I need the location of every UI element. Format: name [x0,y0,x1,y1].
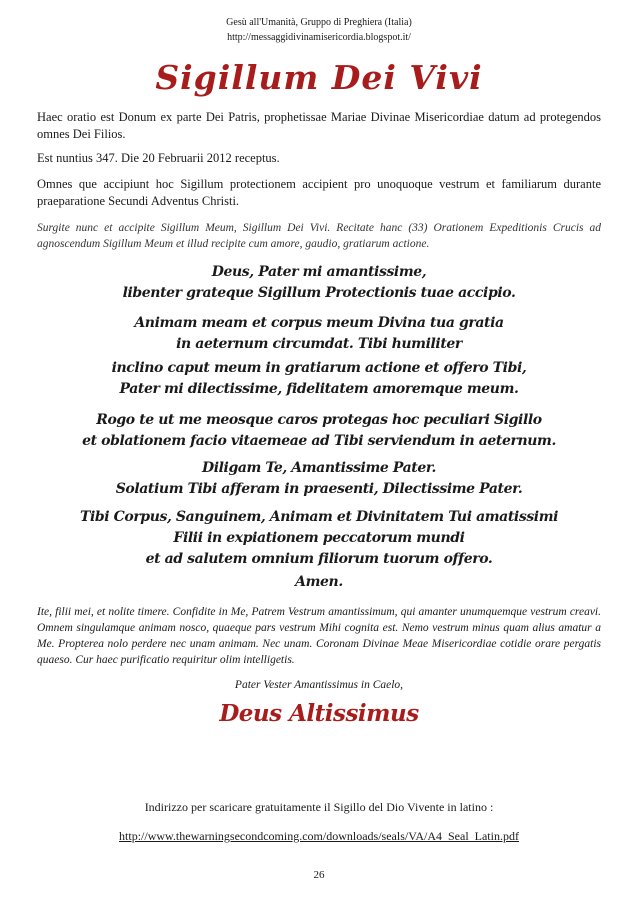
page-number: 26 [313,869,325,881]
prayer-line: et ad salutem omnium filiorum tuorum offero. [145,551,493,567]
download-link[interactable]: http://www.thewarningsecondcoming.com/downloads/seals/VA/A4_Seal_Latin.pdf [119,829,519,843]
prayer-line: in aeternum circumdat. Tibi humiliter [176,336,462,352]
prayer-line: Amen. [295,574,343,590]
prayer-stanza-2 [0,313,638,355]
closing-paragraph: Ite, filii mei, et nolite timere. Confidite in Me, Patrem Vestrum amantissimum, qui amanter unumquemque vestrum creavi. Omnem singulamque animam nosco, quaeque pars vestrum Mihi cognita est. Nemo vestrum minus quam alius amatur a Me. Propterea nolo perdere nec unam animam. Nec unam. Coronam Divinae Meae Misericordiae cotidie orare pergatis quaeso. Cur haec purificatio requiritur olim intelligetis. [37,606,601,666]
prayer-line: inclino caput meum in gratiarum actione et offero Tibi, [111,360,527,376]
prayer-stanza-5 [0,458,638,500]
header-blog-url: http://messaggidivinamisericordia.blogspot.it/ [227,32,411,43]
intro-paragraph-4: Surgite nunc et accipite Sigillum Meum, Sigillum Dei Vivi. Recitate hanc (33) Orationem Expeditionis Crucis ad agnoscendum Sigillum Meum et illud recipite cum amore, gaudio, gratiarum actione. [37,222,601,250]
prayer-line: Rogo te ut me meosque caros protegas hoc peculiari Sigillo [96,412,542,428]
header-group-name: Gesù all'Umanità, Gruppo di Preghiera (Italia) [226,17,412,28]
prayer-line: et oblationem facio vitaemeae ad Tibi serviendum in aeternum. [82,433,556,449]
intro-paragraph-2: Est nuntius 347. Die 20 Februarii 2012 receptus. [37,151,280,165]
signature-line: Pater Vester Amantissimus in Caelo, [234,679,404,691]
prayer-stanza-3 [0,358,638,400]
prayer-amen [0,572,638,593]
intro-paragraph-3: Omnes que accipiunt hoc Sigillum protectionem accipient pro unoquoque vestrum et familiarum durante praeparatione Secundi Adventus Christi. [37,177,601,208]
prayer-stanza-1 [0,262,638,304]
prayer-stanza-4 [0,410,638,452]
prayer-stanza-6 [0,507,638,570]
prayer-line: Tibi Corpus, Sanguinem, Animam et Divinitatem Tui amatissimi [79,509,559,525]
download-text: Indirizzo per scaricare gratuitamente il Sigillo del Dio Vivente in latino : [144,800,494,814]
prayer-line: Deus, Pater mi amantissime, [211,264,427,280]
prayer-line: Diligam Te, Amantissime Pater. [201,460,437,476]
prayer-line: Animam meam et corpus meum Divina tua gratia [134,315,504,331]
intro-paragraph-1: Haec oratio est Donum ex parte Dei Patris, prophetissae Mariae Divinae Misericordiae datum ad protegendos omnes Dei Filios. [37,110,601,141]
prayer-line: Solatium Tibi afferam in praesenti, Dilectissime Pater. [115,481,523,497]
signature-name: Deus Altissimus [219,700,419,727]
prayer-line: Filii in expiationem peccatorum mundi [173,530,465,546]
page-title: Sigillum Dei Vivi [155,58,483,97]
prayer-line: libenter grateque Sigillum Protectionis tuae accipio. [122,285,516,301]
prayer-line: Pater mi dilectissime, fidelitatem amoremque meum. [119,381,519,397]
